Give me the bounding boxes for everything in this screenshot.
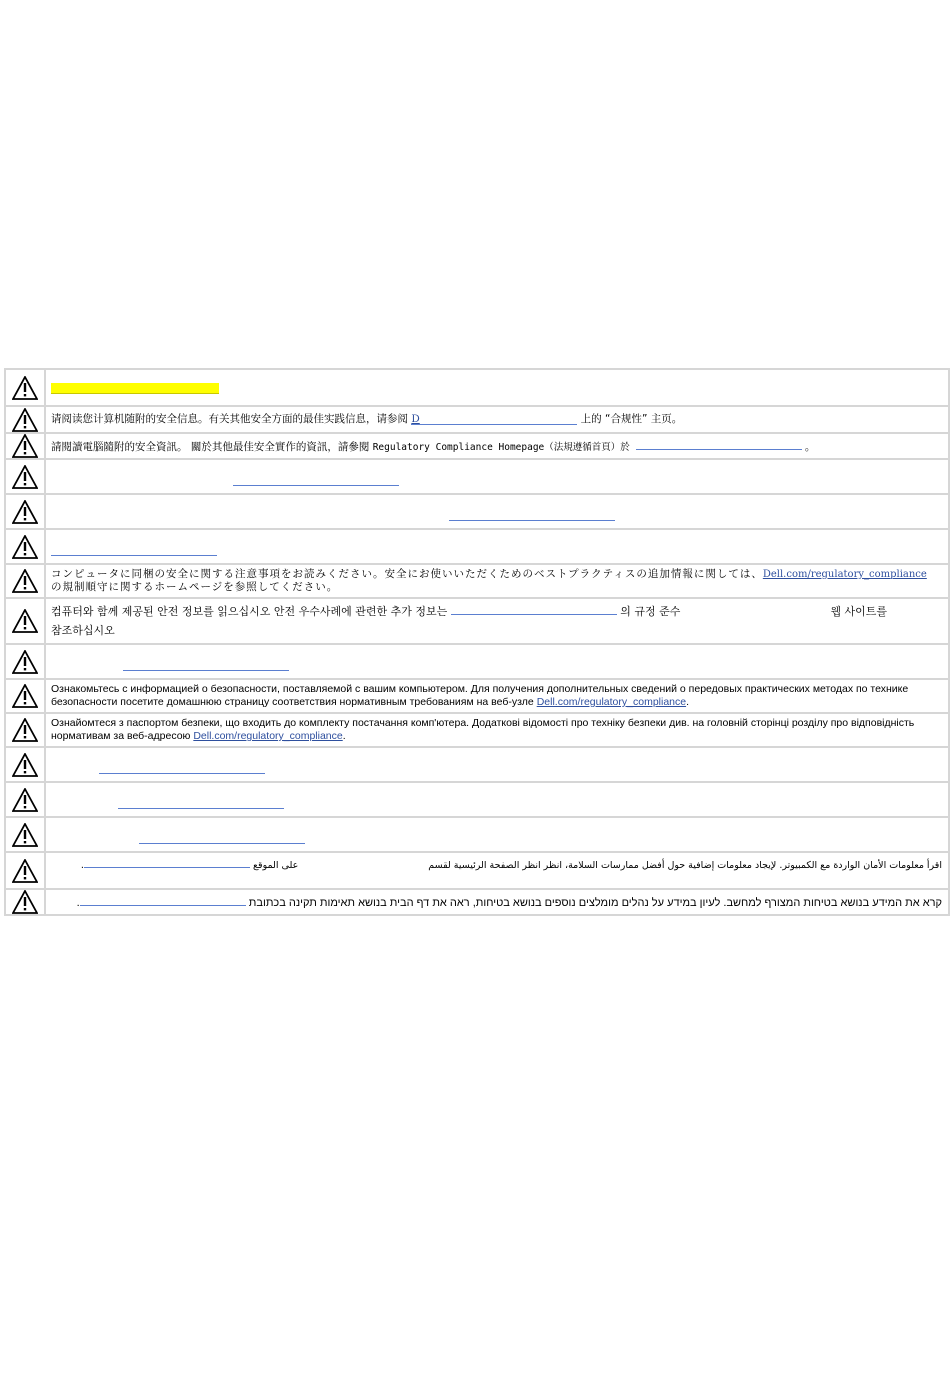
warning-text-body: Ознайомтеся з паспортом безпеки, що входить до комплекту постачання комп'ютера. Додаткові відомості про техніку безпеки див. на головній сторінці розділу про відповідність нормативам за веб-адресою — [51, 717, 915, 742]
warning-icon — [5, 433, 45, 459]
warning-icon — [5, 817, 45, 852]
warning-row — [5, 494, 949, 529]
warning-icon — [5, 889, 45, 915]
warning-row-korean — [5, 598, 949, 644]
regulatory-compliance-link[interactable] — [51, 544, 217, 556]
warning-text-tail: の規制順守に関するホームページを参照してください。 — [51, 581, 339, 593]
regulatory-compliance-link[interactable] — [118, 797, 284, 809]
warning-text-body: 请阅读您计算机随附的安全信息。有关其他安全方面的最佳实践信息，请参阅 — [51, 413, 412, 425]
regulatory-compliance-link[interactable] — [451, 603, 617, 615]
warning-row-japanese — [5, 564, 949, 598]
warning-text — [45, 406, 949, 433]
warning-text-tail: . — [80, 860, 84, 871]
warning-icon — [5, 459, 45, 494]
regulatory-compliance-link[interactable]: Dell.com/regulatory_compliance — [193, 730, 343, 742]
warning-icon — [5, 494, 45, 529]
warning-text-body: コンピュータに同梱の安全に関する注意事項をお読みください。安全にお使いいただくためのベストプラクティスの追加情報に関しては、 — [51, 568, 763, 580]
warning-text-body: اقرأ معلومات الأمان الواردة مع الكمبيوتر. لإيجاد معلومات إضافية حول أفضل ممارسات السلامة، انظر انظر الصفحة الرئيسية لقسم — [428, 860, 942, 871]
warning-text — [45, 782, 949, 817]
warning-row-russian — [5, 679, 949, 713]
regulatory-compliance-link[interactable] — [84, 856, 250, 868]
warning-text — [45, 644, 949, 679]
warning-text-middle: على الموقع — [252, 860, 299, 871]
warning-icon — [5, 598, 45, 644]
warning-row-arabic — [5, 852, 949, 889]
warning-text-tail: 웹 사이트를 — [830, 605, 888, 618]
warning-text — [45, 529, 949, 564]
warning-icon — [5, 747, 45, 782]
warning-text-line2: 참조하십시오 — [51, 624, 115, 637]
regulatory-compliance-link[interactable] — [99, 762, 265, 774]
highlighted-placeholder — [51, 383, 219, 394]
regulatory-compliance-link[interactable] — [636, 438, 802, 450]
warning-text — [45, 564, 949, 598]
warning-row — [5, 644, 949, 679]
warning-icon — [5, 564, 45, 598]
warning-row — [5, 747, 949, 782]
warning-text-tail: 。 — [804, 441, 816, 453]
warning-text-tail: . — [76, 897, 80, 909]
warning-text — [45, 433, 949, 459]
warning-text — [45, 713, 949, 747]
regulatory-compliance-link[interactable] — [139, 832, 305, 844]
warning-row-chinese-simplified — [5, 406, 949, 433]
warning-text-tail: . — [686, 696, 690, 708]
warning-row — [5, 459, 949, 494]
warning-row — [5, 369, 949, 406]
warning-text — [45, 459, 949, 494]
warning-text-body: 컴퓨터와 함께 제공된 안전 정보를 읽으십시오 안전 우수사례에 관련한 추가 정보는 — [51, 605, 451, 618]
warning-text — [45, 747, 949, 782]
warning-icon — [5, 406, 45, 433]
warning-text-body: 請閱讀電腦隨附的安全資訊。 關於其他最佳安全實作的資訊，請參閱 — [51, 441, 373, 453]
warning-icon — [5, 679, 45, 713]
warning-text — [45, 494, 949, 529]
warning-row — [5, 529, 949, 564]
warning-row-ukrainian — [5, 713, 949, 747]
warning-icon — [5, 529, 45, 564]
warning-text-mono: Regulatory Compliance Homepage（法規遵循首頁）於 — [372, 442, 636, 453]
warning-icon — [5, 644, 45, 679]
regulatory-compliance-link[interactable] — [233, 474, 399, 486]
warning-icon — [5, 852, 45, 889]
regulatory-compliance-link[interactable]: Dell.com/regulatory_compliance — [762, 569, 927, 580]
regulatory-compliance-link[interactable] — [123, 659, 289, 671]
warning-text-body: קרא את המידע בנושא בטיחות המצורף למחשב. לעיון במידע על נהלים מומלצים נוספים בנושא בטיחות, ראה את דף הבית בנושא תאימות תקינה בכתובת — [248, 897, 942, 909]
regulatory-compliance-link[interactable] — [449, 509, 615, 521]
warning-text-tail: . — [342, 730, 346, 742]
warning-text — [45, 679, 949, 713]
warning-text-body: Ознакомьтесь с информацией о безопасности, поставляемой с вашим компьютером. Для получения дополнительных сведений о передовых практических методах по технике безопасности посетите домашнюю страницу соответствия нормативным требованиям на веб-узле — [51, 683, 909, 708]
regulatory-compliance-link[interactable]: D — [411, 413, 577, 425]
safety-warnings-table — [4, 368, 950, 916]
warning-text-tail: 上的 “合规性” 主页。 — [577, 413, 683, 425]
warning-text — [45, 889, 949, 915]
warning-text — [45, 852, 949, 889]
warning-text — [45, 369, 949, 406]
warning-row — [5, 817, 949, 852]
warning-icon — [5, 782, 45, 817]
warning-row-chinese-traditional — [5, 433, 949, 459]
warning-row-hebrew — [5, 889, 949, 915]
warning-row — [5, 782, 949, 817]
warning-text — [45, 817, 949, 852]
warning-text-middle: 의 규정 준수 — [616, 605, 681, 618]
regulatory-compliance-link[interactable] — [80, 894, 246, 906]
warning-text — [45, 598, 949, 644]
warning-icon — [5, 713, 45, 747]
regulatory-compliance-link[interactable]: Dell.com/regulatory_compliance — [536, 696, 687, 708]
warning-icon — [5, 369, 45, 406]
